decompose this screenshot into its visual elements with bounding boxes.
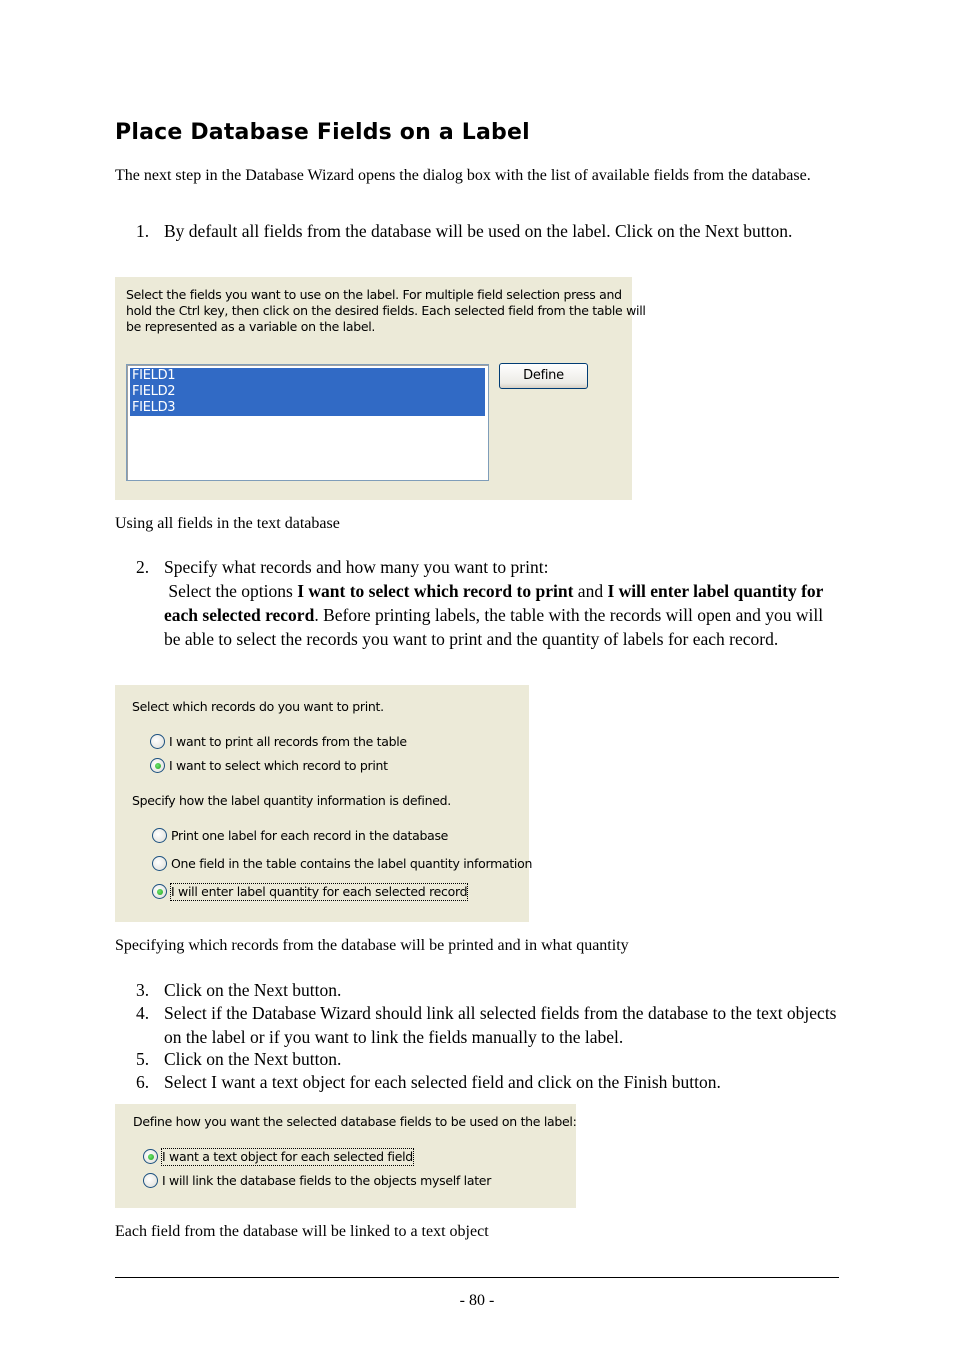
step-text: Click on the Next button. <box>164 980 342 1000</box>
radio-label[interactable]: I will enter label quantity for each selected record <box>171 884 468 899</box>
define-button-label: Define <box>523 368 564 383</box>
radio-one-per-record[interactable] <box>152 828 167 843</box>
step-text: Click on the Next button. <box>164 1049 342 1069</box>
radio-label[interactable]: One field in the table contains the label quantity information <box>171 856 533 871</box>
step-text: Select if the Database Wizard should link all selected fields from the database to the text objects on the label or if you want to link the fields manually to the label. <box>164 1003 837 1047</box>
instructions-line-3: be represented as a variable on the label. <box>126 319 376 334</box>
step-number: 6. <box>136 1072 150 1092</box>
radio-text-object-each-field[interactable] <box>143 1149 158 1164</box>
radio-label[interactable]: I will link the database fields to the objects myself later <box>162 1173 492 1188</box>
field-item[interactable]: FIELD1 <box>130 368 485 384</box>
step-text: By default all fields from the database will be used on the label. Click on the Next button. <box>164 221 793 241</box>
step-number: 1. <box>136 221 150 241</box>
radio-link-manually[interactable] <box>143 1173 158 1188</box>
figure-caption-2: Specifying which records from the database will be printed and in what quantity <box>115 937 629 954</box>
figure-caption-1: Using all fields in the text database <box>115 515 340 532</box>
field-selection-dialog <box>115 277 646 500</box>
step-text: Select I want a text object for each selected field and click on the Finish button. <box>164 1072 721 1092</box>
radio-enter-quantity[interactable] <box>152 884 167 899</box>
radio-label[interactable]: I want a text object for each selected field <box>162 1149 413 1164</box>
figure-caption-3: Each field from the database will be linked to a text object <box>115 1223 489 1240</box>
step-number: 3. <box>136 980 150 1000</box>
define-button[interactable] <box>499 363 588 389</box>
radio-print-all[interactable] <box>150 734 165 749</box>
field-item[interactable]: FIELD3 <box>130 400 485 416</box>
radio-label[interactable]: I want to print all records from the table <box>169 734 407 749</box>
radio-label[interactable]: Print one label for each record in the database <box>171 828 449 843</box>
link-fields-dialog <box>115 1104 576 1208</box>
step-2-intro: Specify what records and how many you want to print: <box>164 557 549 577</box>
records-prompt: Select which records do you want to print. <box>132 699 384 714</box>
quantity-prompt: Specify how the label quantity information is defined. <box>132 793 451 808</box>
step-2-detail: Select the options I want to select which record to print and I will enter label quantity for each selected record. Before printing labels, the table with the records will open and you will be able to select the records you want to print and the quantity of labels for each record. <box>164 581 824 649</box>
step-text <box>164 555 842 651</box>
radio-quantity-field[interactable] <box>152 856 167 871</box>
records-dialog <box>115 685 533 922</box>
footer-divider <box>115 1277 839 1278</box>
fields-listbox[interactable] <box>126 364 489 481</box>
link-prompt: Define how you want the selected database fields to be used on the label: <box>133 1114 577 1129</box>
step-number: 2. <box>136 557 150 577</box>
option-name: I will enter label quantity for each selected record <box>164 581 824 625</box>
radio-select-records[interactable] <box>150 758 165 773</box>
field-item[interactable]: FIELD2 <box>130 384 485 400</box>
instructions-line-1: Select the fields you want to use on the label. For multiple field selection press and <box>126 287 622 302</box>
page-number: - 80 - <box>459 1292 495 1309</box>
instructions-line-2: hold the Ctrl key, then click on the desired fields. Each selected field from the table will <box>126 303 646 318</box>
intro-paragraph: The next step in the Database Wizard opens the dialog box with the list of available fields from the database. <box>115 167 811 184</box>
step-number: 4. <box>136 1003 150 1023</box>
step-number: 5. <box>136 1049 150 1069</box>
option-name: I want to select which record to print <box>297 581 574 601</box>
radio-label[interactable]: I want to select which record to print <box>169 758 388 773</box>
page-title: Place Database Fields on a Label <box>115 120 530 145</box>
